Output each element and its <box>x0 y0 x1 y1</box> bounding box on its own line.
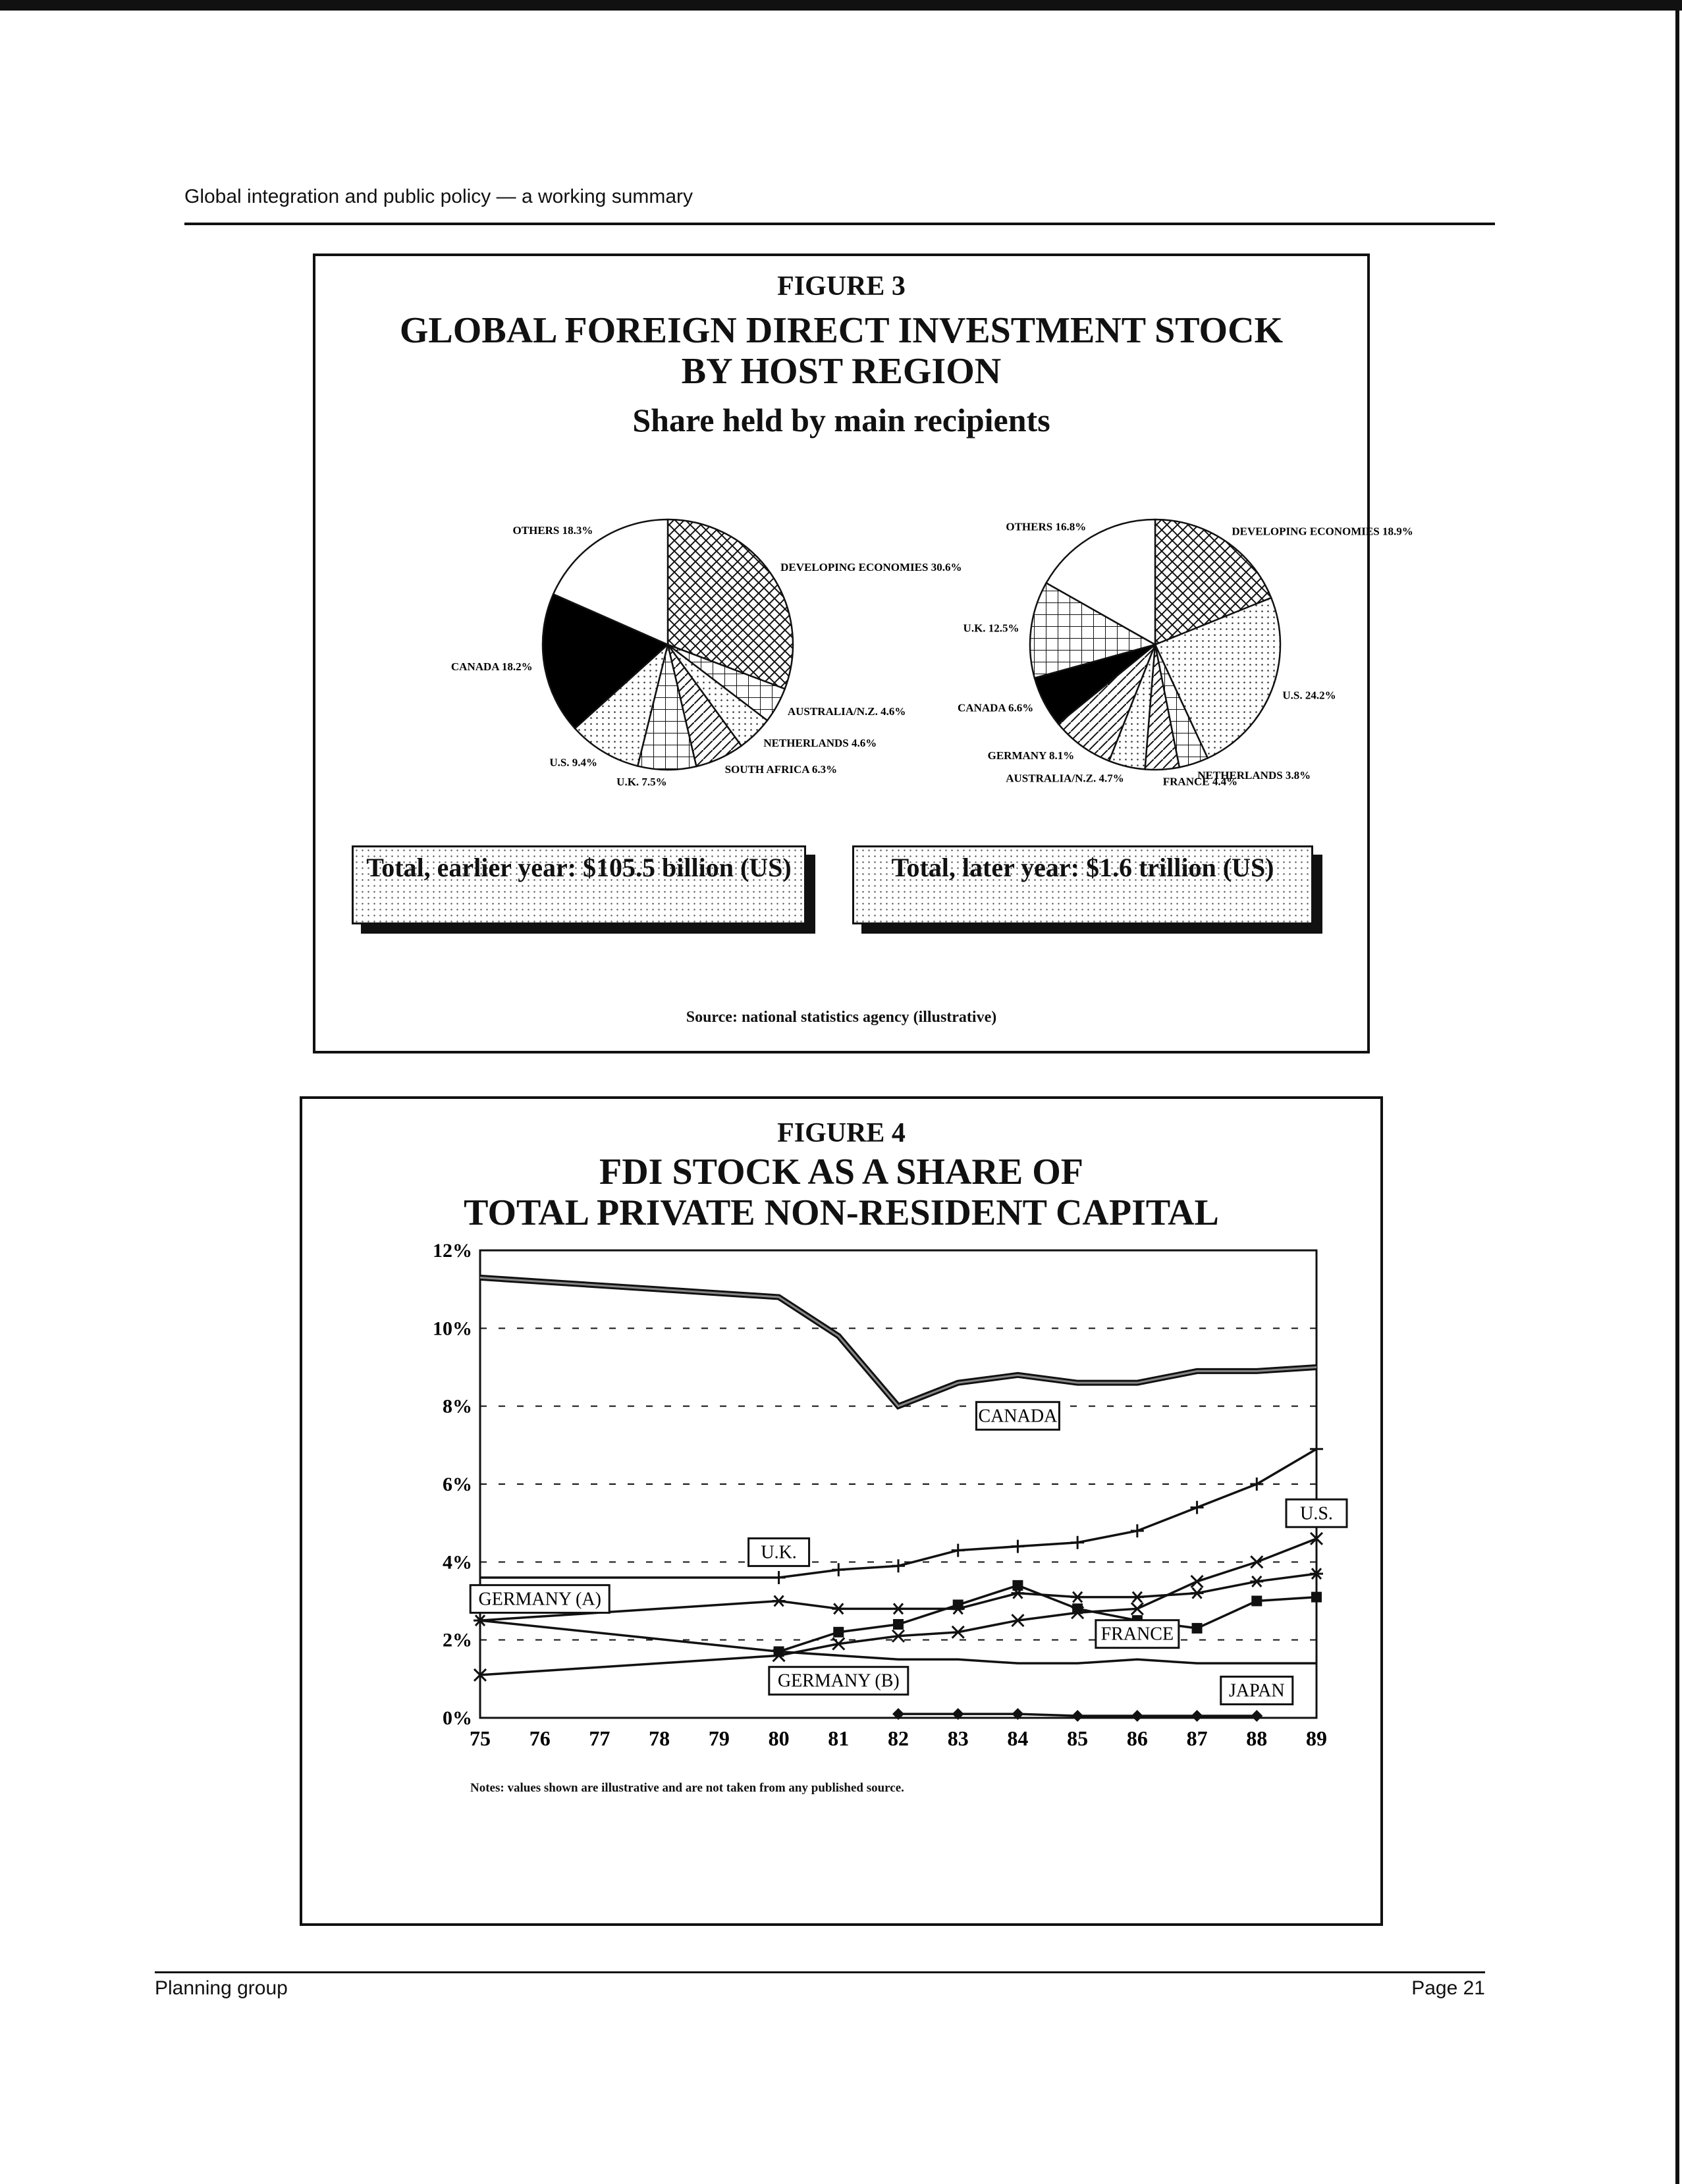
pie-slice-label: OTHERS 18.3% <box>512 523 593 537</box>
pie-chart-earlier <box>450 519 962 829</box>
data-point-marker <box>1071 1536 1084 1549</box>
x-tick-label: 81 <box>828 1726 850 1750</box>
y-tick-label: 10% <box>433 1318 472 1340</box>
right-edge-rule <box>1675 0 1679 2184</box>
data-point-marker <box>1250 1478 1263 1491</box>
data-point-marker <box>1310 1443 1323 1456</box>
x-tick-label: 79 <box>708 1726 730 1750</box>
series-line <box>779 1449 1316 1578</box>
x-tick-label: 84 <box>1007 1726 1029 1750</box>
pie-slice-label: OTHERS 16.8% <box>1006 520 1087 533</box>
data-point-marker <box>1191 1576 1203 1587</box>
data-point-marker <box>892 1603 905 1614</box>
pie-slice-label: NETHERLANDS 3.8% <box>1197 768 1311 782</box>
x-tick-label: 80 <box>768 1726 790 1750</box>
x-tick-label: 83 <box>947 1726 969 1750</box>
data-point-marker <box>832 1563 845 1576</box>
footer-organization: Planning group <box>155 1977 288 1999</box>
figure-3-frame <box>313 253 1413 1053</box>
x-tick-label: 78 <box>649 1726 670 1750</box>
y-tick-label: 2% <box>443 1629 472 1651</box>
data-point-marker <box>1131 1524 1144 1537</box>
figure-4-frame <box>300 1096 1383 1926</box>
footer-page-number: Page 21 <box>1411 1977 1485 1999</box>
series-callout-label: GERMANY (B) <box>777 1670 900 1691</box>
x-tick-label: 76 <box>529 1726 551 1750</box>
pie-slice-label: CANADA 6.6% <box>958 701 1034 714</box>
data-point-marker <box>1011 1540 1024 1553</box>
series-callout-label: FRANCE <box>1100 1624 1174 1645</box>
series-line <box>480 1277 1316 1406</box>
y-tick-label: 4% <box>443 1551 472 1574</box>
pie-slice-label: U.K. 12.5% <box>963 622 1019 635</box>
x-tick-label: 82 <box>888 1726 909 1750</box>
data-point-marker <box>832 1603 845 1614</box>
figure-4-notes: Notes: values shown are illustrative and are not taken from any published source. <box>470 1781 904 1795</box>
pie-slice-label: FRANCE 4.4% <box>1162 775 1238 788</box>
figure-3-title-line-2: BY HOST REGION <box>681 351 1002 392</box>
x-tick-label: 75 <box>470 1726 491 1750</box>
data-point-marker <box>953 1599 963 1610</box>
pie-slice-label: CANADA 18.2% <box>450 660 533 674</box>
series-callout-label: JAPAN <box>1229 1680 1285 1701</box>
pie-slice-label: AUSTRALIA/N.Z. 4.6% <box>787 705 906 718</box>
data-point-marker <box>952 1544 965 1557</box>
x-tick-label: 88 <box>1246 1726 1268 1750</box>
data-point-marker <box>1192 1623 1203 1634</box>
figure-4-kicker: FIGURE 4 <box>777 1118 906 1148</box>
series-callout-label: U.S. <box>1300 1503 1333 1524</box>
y-tick-label: 0% <box>443 1707 472 1729</box>
series-line-highlight <box>480 1277 1316 1406</box>
running-header: Global integration and public policy — a working summary <box>184 186 1495 225</box>
series-callout-label: GERMANY (A) <box>478 1589 601 1610</box>
data-point-marker <box>1071 1592 1084 1603</box>
pie-slice-label: SOUTH AFRICA 6.3% <box>724 763 838 776</box>
figure-3-kicker: FIGURE 3 <box>777 271 906 302</box>
series-callout-label: U.K. <box>761 1542 797 1563</box>
x-tick-label: 85 <box>1067 1726 1089 1750</box>
pie-slice-label: GERMANY 8.1% <box>987 749 1075 762</box>
y-tick-label: 8% <box>443 1395 472 1418</box>
series-callout-label: CANADA <box>978 1406 1058 1427</box>
data-point-marker <box>1251 1596 1262 1607</box>
data-point-marker <box>1250 1576 1263 1587</box>
pie-slice-label: DEVELOPING ECONOMIES 30.6% <box>780 560 962 573</box>
data-point-marker <box>1131 1710 1143 1722</box>
total-box-later: Total, later year: $1.6 trillion (US) <box>852 845 1313 924</box>
pie-slice-label: U.S. 9.4% <box>549 756 598 769</box>
pie-slice-label: NETHERLANDS 4.6% <box>763 736 877 749</box>
data-point-marker <box>892 1559 905 1572</box>
figure-4-title-line-1: FDI STOCK AS A SHARE OF <box>599 1152 1083 1192</box>
pie-slice-label: DEVELOPING ECONOMIES 18.9% <box>1232 525 1413 538</box>
data-point-marker <box>1012 1580 1023 1591</box>
x-tick-label: 89 <box>1306 1726 1327 1750</box>
line-chart-fdi-share <box>315 1231 1369 1777</box>
data-point-marker <box>893 1619 904 1630</box>
y-tick-label: 12% <box>433 1240 472 1262</box>
figure-3-subtitle: Share held by main recipients <box>632 402 1050 439</box>
pie-slice-label: AUSTRALIA/N.Z. 4.7% <box>1006 772 1124 785</box>
plot-area-border <box>480 1250 1316 1718</box>
pie-chart-later <box>951 519 1413 829</box>
x-tick-label: 87 <box>1186 1726 1208 1750</box>
pie-slice-label: U.S. 24.2% <box>1282 689 1336 702</box>
data-point-marker <box>773 1596 786 1607</box>
pie-slice-label: U.K. 7.5% <box>616 775 667 788</box>
data-point-marker <box>1131 1592 1144 1603</box>
total-box-earlier: Total, earlier year: $105.5 billion (US) <box>352 845 806 924</box>
running-footer <box>155 1971 1485 2000</box>
data-point-marker <box>1191 1588 1204 1599</box>
x-tick-label: 86 <box>1126 1726 1148 1750</box>
figure-3-source: Source: national statistics agency (illustrative) <box>686 1009 997 1026</box>
data-point-marker <box>1191 1501 1204 1514</box>
data-point-marker <box>1251 1710 1262 1722</box>
data-point-marker <box>1072 1710 1083 1722</box>
data-point-marker <box>1191 1710 1203 1722</box>
top-edge-rule <box>0 0 1682 11</box>
figure-4-title-line-2: TOTAL PRIVATE NON-RESIDENT CAPITAL <box>464 1192 1219 1233</box>
data-point-marker <box>1311 1592 1322 1603</box>
figure-3-title-line-1: GLOBAL FOREIGN DIRECT INVESTMENT STOCK <box>399 310 1284 351</box>
y-tick-label: 6% <box>443 1474 472 1495</box>
x-tick-label: 77 <box>589 1726 610 1750</box>
data-point-marker <box>833 1627 844 1638</box>
